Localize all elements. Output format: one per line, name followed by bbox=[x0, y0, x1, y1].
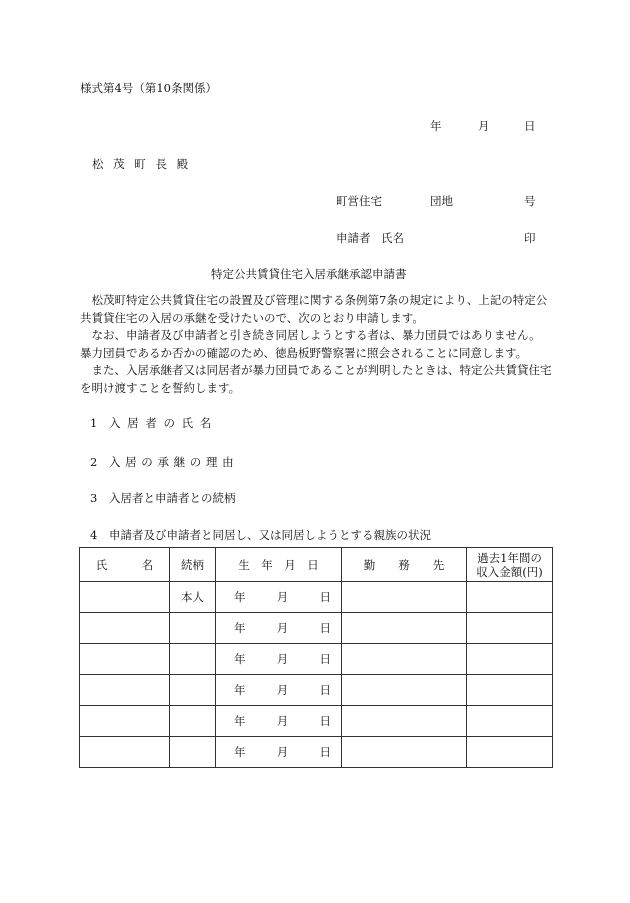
date-year-label: 年 bbox=[430, 119, 442, 133]
relation-cell[interactable] bbox=[170, 737, 216, 768]
workplace-cell[interactable] bbox=[342, 613, 467, 644]
month-label: 月 bbox=[276, 745, 289, 759]
name-cell[interactable] bbox=[80, 737, 170, 768]
relation-cell[interactable] bbox=[170, 706, 216, 737]
income-cell[interactable] bbox=[467, 613, 553, 644]
workplace-cell[interactable] bbox=[342, 644, 467, 675]
income-cell[interactable] bbox=[467, 706, 553, 737]
housing-label: 町営住宅 bbox=[336, 194, 382, 208]
year-label: 年 bbox=[234, 714, 246, 728]
birthdate-cell[interactable] bbox=[216, 675, 342, 706]
month-label: 月 bbox=[276, 590, 289, 604]
table-row bbox=[80, 737, 553, 768]
danchi-label: 団地 bbox=[430, 194, 453, 208]
name-cell[interactable] bbox=[80, 644, 170, 675]
table-header-row bbox=[80, 548, 553, 582]
header-income-line: 過去1年間の bbox=[477, 550, 542, 565]
item-number: 3 bbox=[90, 491, 98, 505]
item-text: 入 居 者 の 氏 名 bbox=[109, 416, 212, 430]
day-label: 日 bbox=[319, 714, 331, 728]
day-label: 日 bbox=[319, 590, 331, 604]
month-label: 月 bbox=[276, 714, 289, 728]
relation-cell[interactable] bbox=[170, 613, 216, 644]
birthdate-cell[interactable] bbox=[216, 644, 342, 675]
item-number: 4 bbox=[90, 528, 98, 542]
item-text: 入 居 の 承 継 の 理 由 bbox=[109, 455, 234, 469]
relation-cell: 本人 bbox=[170, 582, 216, 613]
header-income-line: 収入金額(円) bbox=[476, 564, 543, 579]
income-cell[interactable] bbox=[467, 582, 553, 613]
income-cell[interactable] bbox=[467, 644, 553, 675]
name-cell[interactable] bbox=[80, 706, 170, 737]
item-text: 申請者及び申請者と同居し、又は同居しようとする親族の状況 bbox=[109, 528, 431, 542]
go-label: 号 bbox=[524, 194, 536, 208]
name-cell[interactable] bbox=[80, 613, 170, 644]
day-label: 日 bbox=[319, 683, 331, 697]
table-row bbox=[80, 582, 553, 613]
birthdate-cell[interactable] bbox=[216, 706, 342, 737]
body-paragraph: 松茂町特定公共賃貸住宅の設置及び管理に関する条例第7条の規定により、上記の特定公共賃貸住宅の入居の承継を受けたいので、次のとおり申請します。 bbox=[80, 293, 548, 325]
year-label: 年 bbox=[234, 683, 246, 697]
date-month-label: 月 bbox=[478, 119, 490, 133]
body-paragraph: また、入居承継者又は同居者が暴力団員であることが判明したときは、特定公共賃貸住宅を明け渡すことを誓約します。 bbox=[80, 363, 552, 395]
relation-cell[interactable] bbox=[170, 644, 216, 675]
day-label: 日 bbox=[319, 652, 331, 666]
day-label: 日 bbox=[319, 745, 331, 759]
income-cell[interactable] bbox=[467, 675, 553, 706]
workplace-cell[interactable] bbox=[342, 582, 467, 613]
body-paragraph: なお、申請者及び申請者と引き続き同居しようとする者は、暴力団員ではありません。暴力団員であるか否かの確認のため、徳島板野警察署に照会されることに同意します。 bbox=[80, 328, 541, 360]
table-row bbox=[80, 706, 553, 737]
year-label: 年 bbox=[234, 590, 246, 604]
month-label: 月 bbox=[276, 621, 289, 635]
income-cell[interactable] bbox=[467, 737, 553, 768]
workplace-cell[interactable] bbox=[342, 675, 467, 706]
month-label: 月 bbox=[276, 683, 289, 697]
workplace-cell[interactable] bbox=[342, 737, 467, 768]
family-table bbox=[79, 547, 553, 768]
year-label: 年 bbox=[234, 745, 246, 759]
table-row bbox=[80, 644, 553, 675]
header-name: 氏 名 bbox=[80, 548, 170, 582]
header-relation: 続柄 bbox=[170, 548, 216, 582]
name-cell[interactable] bbox=[80, 582, 170, 613]
day-label: 日 bbox=[319, 621, 331, 635]
date-day-label: 日 bbox=[524, 119, 536, 133]
birthdate-cell[interactable] bbox=[216, 613, 342, 644]
applicant-label: 申請者 bbox=[336, 231, 371, 245]
header-workplace: 勤 務 先 bbox=[342, 548, 467, 582]
birthdate-cell[interactable] bbox=[216, 582, 342, 613]
year-label: 年 bbox=[234, 652, 246, 666]
header-birthdate: 生 年 月 日 bbox=[216, 548, 342, 582]
item-number: 2 bbox=[90, 455, 98, 469]
item-number: 1 bbox=[90, 416, 98, 430]
header-income bbox=[467, 548, 553, 582]
table-row bbox=[80, 675, 553, 706]
item-text: 入居者と申請者との続柄 bbox=[109, 491, 236, 505]
relation-cell[interactable] bbox=[170, 675, 216, 706]
month-label: 月 bbox=[276, 652, 289, 666]
body-text bbox=[80, 292, 552, 397]
addressee: 松 茂 町 長 殿 bbox=[92, 157, 189, 171]
year-label: 年 bbox=[234, 621, 246, 635]
table-row bbox=[80, 613, 553, 644]
name-cell[interactable] bbox=[80, 675, 170, 706]
seal-label: 印 bbox=[524, 231, 536, 245]
applicant-name-label: 氏名 bbox=[381, 231, 404, 245]
birthdate-cell[interactable] bbox=[216, 737, 342, 768]
document-title: 特定公共賃貸住宅入居承継承認申請書 bbox=[211, 267, 407, 281]
workplace-cell[interactable] bbox=[342, 706, 467, 737]
form-number: 様式第4号（第10条関係） bbox=[80, 81, 217, 95]
